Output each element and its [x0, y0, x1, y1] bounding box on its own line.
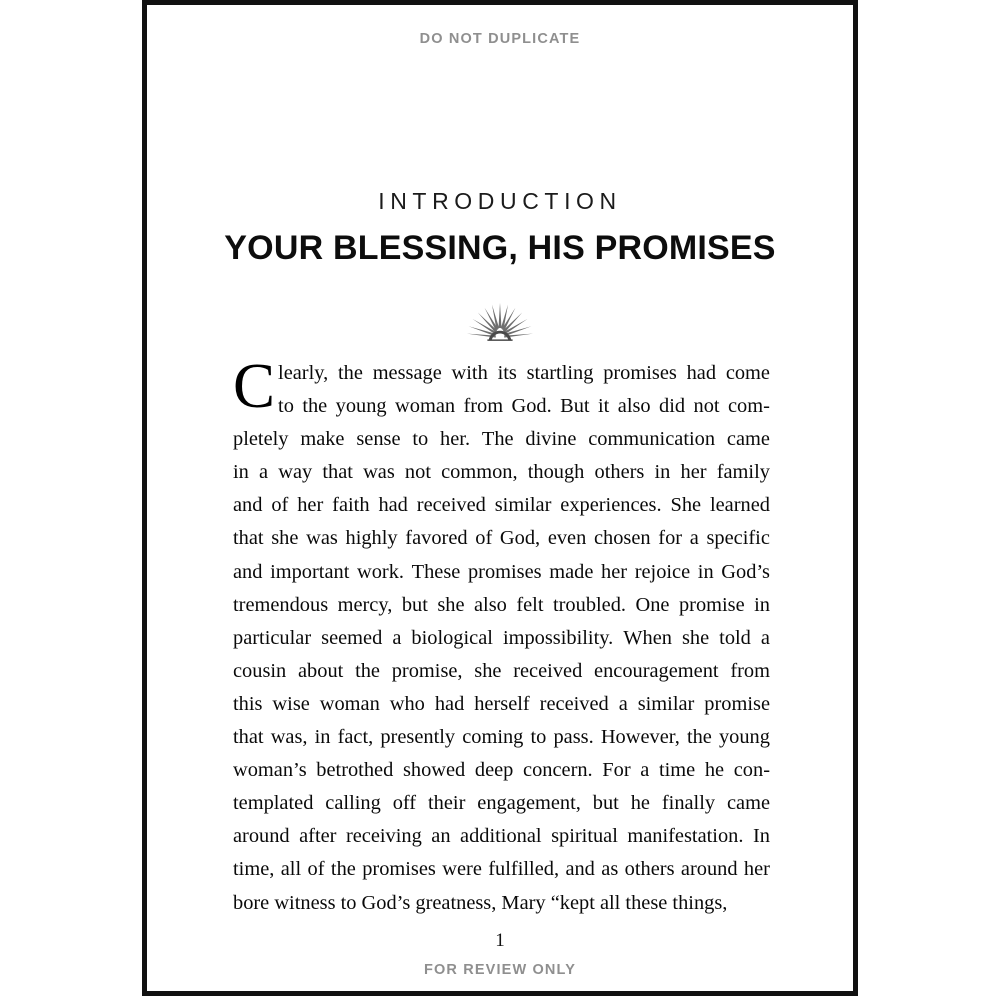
drop-cap: C: [233, 351, 276, 421]
body-line: learly, the message with its startling promises had come: [278, 362, 770, 384]
body-line: to the young woman from God. But it also did not com-: [278, 395, 770, 418]
body-line: time, all of the promises were fulfilled, and as others around her: [233, 858, 770, 881]
page-title: YOUR BLESSING, HIS PROMISES: [224, 229, 776, 267]
body-line: pletely make sense to her. The divine communication came: [233, 428, 770, 451]
body-line: tremendous mercy, but she also felt troubled. One promise in: [233, 593, 770, 616]
watermark-do-not-duplicate: DO NOT DUPLICATE: [419, 31, 581, 47]
body-line: cousin about the promise, she received encouragement from: [233, 659, 770, 682]
sunburst-ornament: [147, 300, 853, 346]
watermark-for-review-only: FOR REVIEW ONLY: [423, 962, 577, 978]
body-line: templated calling off their engagement, but he finally came: [233, 792, 770, 815]
body-line: and important work. These promises made her rejoice in God’s: [233, 560, 770, 583]
chapter-eyebrow: INTRODUCTION: [378, 188, 622, 214]
body-line: particular seemed a biological impossibility. When she told a: [233, 626, 770, 649]
body-line: this wise woman who had herself received a similar promise: [233, 692, 770, 715]
body-paragraph: [233, 351, 770, 920]
page-number: 1: [495, 930, 505, 951]
body-line: bore witness to God’s greatness, Mary “kept all these things,: [233, 891, 728, 914]
body-line: that was, in fact, presently coming to pass. However, the young: [233, 726, 770, 749]
body-line: woman’s betrothed showed deep concern. For a time he con-: [233, 759, 770, 782]
body-lines: [233, 351, 770, 920]
body-line: around after receiving an additional spiritual manifestation. In: [233, 825, 770, 848]
body-line: and of her faith had received similar experiences. She learned: [233, 494, 770, 517]
page-content-area: [147, 5, 853, 991]
book-page: [142, 0, 858, 996]
body-line: that she was highly favored of God, even chosen for a specific: [233, 527, 770, 550]
body-line: in a way that was not common, though others in her family: [233, 461, 770, 484]
